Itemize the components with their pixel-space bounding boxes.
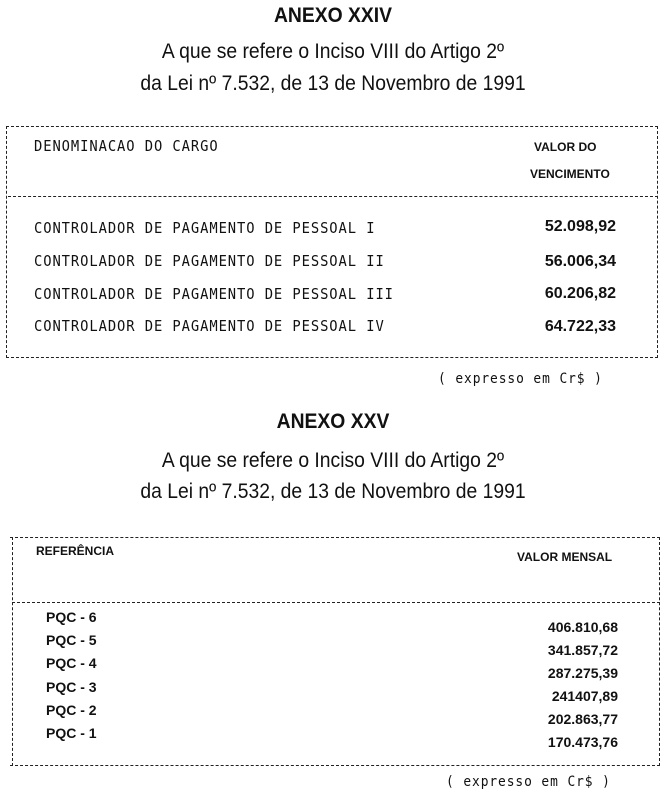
table-bottom-border (6, 357, 658, 358)
anexo-xxv-title: ANEXO XXV (276, 410, 390, 433)
table-left-border (12, 537, 13, 766)
list-item-referencia: PQC - 6 (46, 609, 97, 625)
table-row-cargo: CONTROLADOR DE PAGAMENTO DE PESSOAL III (34, 285, 394, 303)
list-item-referencia: PQC - 4 (46, 655, 97, 671)
column-header-valor-line2: VENCIMENTO (530, 167, 610, 181)
anexo-xxv-subtitle-line2: da Lei nº 7.532, de 13 de Novembro de 1991 (140, 480, 526, 503)
table-row-valor: 52.098,92 (544, 218, 616, 235)
currency-note: ( expresso em Cr$ ) (446, 774, 611, 790)
header-divider (12, 602, 660, 603)
header-divider (8, 196, 658, 197)
table-row-valor: 56.006,34 (544, 253, 616, 270)
table-right-border (657, 126, 658, 358)
column-header-referencia: REFERÊNCIA (36, 544, 115, 558)
list-item-valor: 406.810,68 (547, 619, 618, 635)
table-right-border (659, 537, 660, 766)
table-top-border (10, 537, 660, 538)
table-left-border (6, 126, 7, 358)
column-header-cargo: DENOMINACAO DO CARGO (34, 137, 219, 155)
list-item-valor: 170.473,76 (547, 734, 618, 750)
anexo-xxiv-title: ANEXO XXIV (273, 4, 393, 27)
currency-note: ( expresso em Cr$ ) (438, 371, 603, 387)
list-item-referencia: PQC - 3 (46, 679, 97, 695)
list-item-referencia: PQC - 2 (46, 702, 97, 718)
column-header-valor-mensal: VALOR MENSAL (517, 550, 613, 564)
list-item-valor: 341.857,72 (547, 642, 618, 658)
list-item-valor: 241407,89 (551, 688, 618, 704)
list-item-valor: 202.863,77 (547, 711, 618, 727)
table-row-valor: 64.722,33 (544, 318, 616, 335)
list-item-referencia: PQC - 5 (46, 632, 97, 648)
table-top-border (6, 126, 658, 127)
table-row-cargo: CONTROLADOR DE PAGAMENTO DE PESSOAL II (34, 252, 385, 270)
anexo-xxiv-subtitle-line2: da Lei nº 7.532, de 13 de Novembro de 1991 (140, 72, 526, 95)
table-bottom-border (10, 765, 660, 766)
list-item-valor: 287.275,39 (547, 665, 618, 681)
column-header-valor-line1: VALOR DO (534, 140, 597, 154)
table-row-cargo: CONTROLADOR DE PAGAMENTO DE PESSOAL I (34, 219, 376, 237)
table-row-valor: 60.206,82 (544, 285, 616, 302)
anexo-xxv-subtitle-line1: A que se refere o Inciso VIII do Artigo 2º (161, 449, 505, 472)
anexo-xxiv-subtitle-line1: A que se refere o Inciso VIII do Artigo 2º (161, 40, 505, 63)
table-row-cargo: CONTROLADOR DE PAGAMENTO DE PESSOAL IV (34, 317, 385, 335)
list-item-referencia: PQC - 1 (46, 725, 97, 741)
